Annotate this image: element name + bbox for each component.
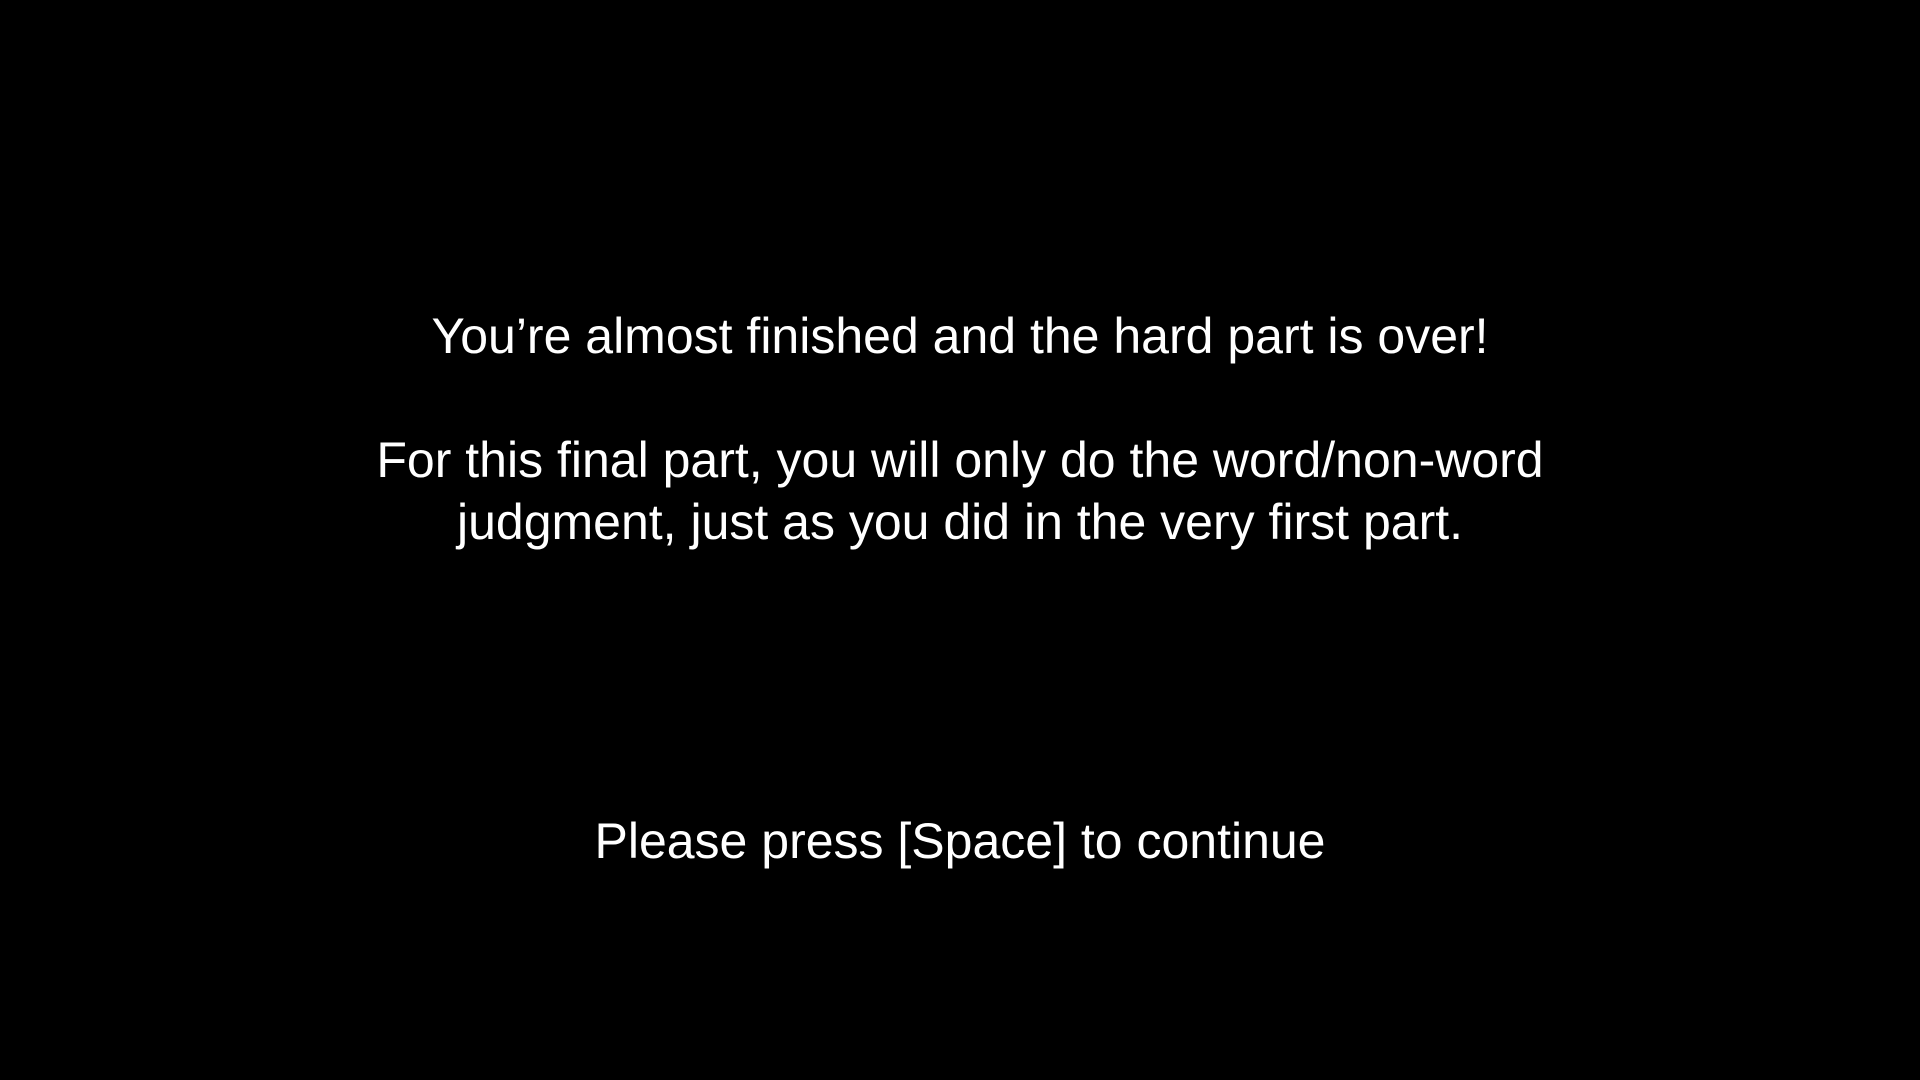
instructions-line-2: judgment, just as you did in the very first part. <box>456 494 1464 550</box>
instructions-block <box>0 429 1920 553</box>
instructions-line-1: For this final part, you will only do the word/non-word <box>376 432 1544 488</box>
heading-message: You’re almost finished and the hard part is over! <box>431 308 1489 364</box>
continue-prompt: Please press [Space] to continue <box>594 813 1326 869</box>
